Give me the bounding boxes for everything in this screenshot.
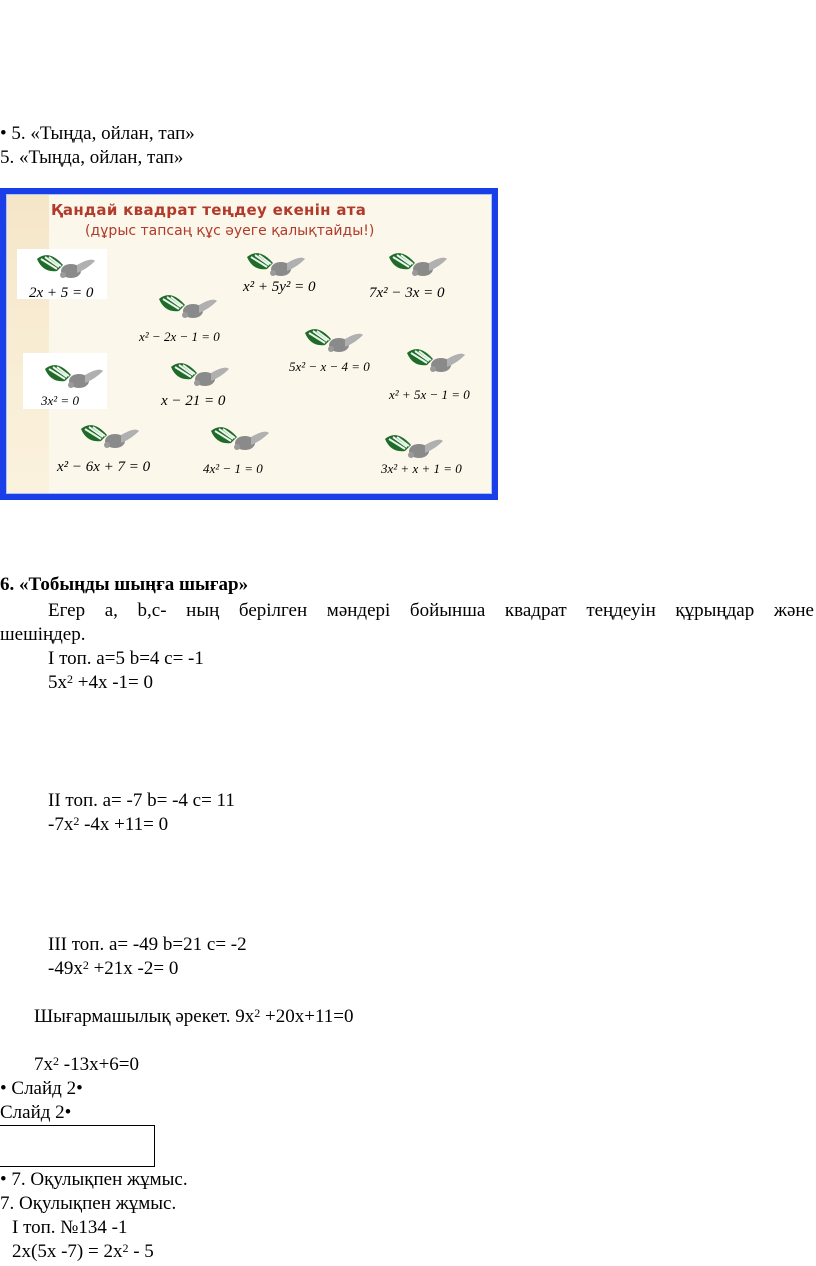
section-5-heading: 5. «Тыңда, ойлан, тап» bbox=[0, 147, 184, 168]
section-6-task-line-1: Егер а, b,c- ның берілген мәндері бойынша квадрат теңдеуін құрыңдар және bbox=[48, 600, 814, 621]
equation-label: 7x² − 3x = 0 bbox=[369, 285, 445, 301]
empty-frame bbox=[0, 1125, 155, 1167]
section-6-heading: 6. «Тобыңды шыңға шығар» bbox=[0, 574, 249, 595]
equation-label: 4x² − 1 = 0 bbox=[203, 461, 263, 476]
section-7-bullet-heading: • 7. Оқулықпен жұмыс. bbox=[0, 1169, 188, 1190]
equation-label: 2x + 5 = 0 bbox=[29, 285, 94, 301]
creative-task-equation-2: $7x^2$ -13x+6=0 bbox=[34, 1054, 140, 1075]
section-6-task-line-2: шешіңдер. bbox=[0, 624, 86, 645]
slide-decor-stripe bbox=[7, 195, 49, 493]
equation-label: 3x² = 0 bbox=[41, 393, 79, 408]
bird-icon[interactable] bbox=[207, 423, 271, 459]
group-1-params: I топ. а=5 b=4 c= -1 bbox=[48, 648, 204, 669]
slide-2-label: Слайд 2• bbox=[0, 1102, 72, 1123]
equation-label: 3x² + x + 1 = 0 bbox=[381, 461, 462, 476]
equation-label: x² + 5x − 1 = 0 bbox=[389, 387, 470, 402]
bird-icon[interactable] bbox=[301, 325, 365, 361]
section-7-equation: 2x(5x $-7) = 2x^2 - 5$ bbox=[12, 1241, 154, 1262]
quadratic-equation-slide bbox=[0, 188, 498, 500]
equation-label: x² − 2x − 1 = 0 bbox=[139, 329, 220, 344]
group-1-equation: $5x^2 +4x$ -1= 0 bbox=[48, 672, 154, 693]
equation-label: 5x² − x − 4 = 0 bbox=[289, 359, 370, 374]
bird-icon[interactable] bbox=[167, 359, 231, 395]
group-3-equation: $-49x^2 +21x$ -2= 0 bbox=[48, 958, 179, 979]
equation-label: x² − 6x + 7 = 0 bbox=[57, 459, 151, 475]
bird-icon[interactable] bbox=[77, 421, 141, 457]
bird-icon[interactable] bbox=[155, 291, 219, 327]
group-3-params: III топ. а= -49 b=21 c= -2 bbox=[48, 934, 247, 955]
bird-icon[interactable] bbox=[385, 249, 449, 285]
section-5-bullet-heading: • 5. «Тыңда, ойлан, тап» bbox=[0, 123, 195, 144]
section-7-group-1: I топ. №134 -1 bbox=[12, 1217, 128, 1238]
slide-title: Қандай квадрат теңдеу екенін ата bbox=[51, 201, 367, 219]
slide-2-bullet-label: • Слайд 2• bbox=[0, 1078, 83, 1099]
bird-icon[interactable] bbox=[33, 251, 97, 287]
group-2-equation: $-7x^2$ -4x +11= 0 bbox=[48, 814, 169, 835]
section-7-heading: 7. Оқулықпен жұмыс. bbox=[0, 1193, 177, 1214]
group-2-params: II топ. а= -7 b= -4 c= 11 bbox=[48, 790, 235, 811]
bird-icon[interactable] bbox=[403, 345, 467, 381]
creative-task: Шығармашылық әрекет. $9x^2 +20x+11=0$ bbox=[34, 1006, 354, 1027]
equation-label: x² + 5y² = 0 bbox=[243, 279, 316, 295]
slide-subtitle: (дұрыс тапсаң құс әуеге қалықтайды!) bbox=[85, 223, 375, 239]
bird-icon[interactable] bbox=[41, 361, 105, 397]
equation-label: x − 21 = 0 bbox=[161, 393, 226, 409]
